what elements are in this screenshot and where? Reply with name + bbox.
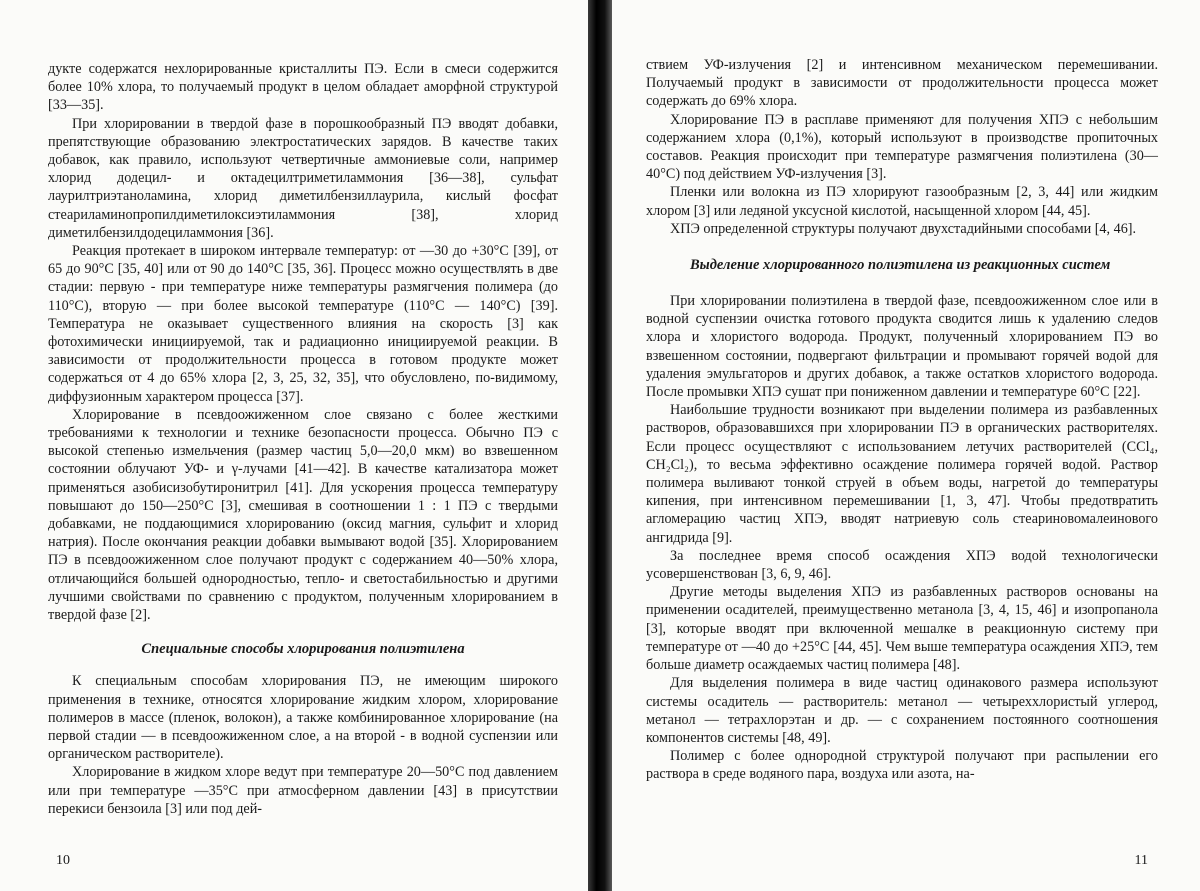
right-body-top — [646, 56, 1158, 238]
right-body-bottom — [646, 292, 1158, 783]
right-page — [612, 0, 1200, 891]
right-paragraph-3: Пленки или волокна из ПЭ хлорируют газообразным [2, 3, 44] или жидким хлором [3] или ледяной уксусной кислотой, насыщенной хлором [44, 45]. — [646, 184, 1158, 219]
left-paragraph-5: К специальным способам хлорирования ПЭ, не имеющим широкого применения в технике, относятся хлорирование жидким хлором, хлорирование полимеров в массе (пленок, волокон), а также комбинированное хлорирование (на первой стадии — в псевдоожиженном слое, а на второй - в водной суспензии или органическом растворителе). — [48, 673, 558, 763]
right-paragraph-7: За последнее время способ осаждения ХПЭ водой технологически усовершенствован [3, 6, 9, 46]. — [646, 547, 1158, 583]
book-gutter — [588, 0, 612, 891]
right-section-title: Выделение хлорированного полиэтилена из реакционных систем — [690, 257, 1111, 274]
right-paragraph-9: Для выделения полимера в виде частиц одинакового размера используют системы осадитель — растворитель: метанол — четыреххлористый углерод, метанол — тетрахлорэтан и др. — с сохранением постоянного соотношения компонентов системы [48, 49]. — [646, 675, 1158, 746]
left-page — [0, 0, 588, 891]
left-body-bottom — [48, 672, 558, 818]
right-paragraph-5: При хлорировании полиэтилена в твердой фазе, псевдоожиженном слое или в водной суспензии очистка готового продукта сводится лишь к удалению следов хлора и хлористого водорода. Продукт, полученный хлорированием ПЭ во взвешенном состоянии, подвергают фильтрации и промывают горячей водой для удаления эмульгаторов и других добавок, а также остатков хлористого водорода. После промывки ХПЭ сушат при пониженном давлении и температуре 60°С [22]. — [646, 293, 1158, 401]
left-page-number: 10 — [56, 853, 70, 868]
left-body-top — [48, 60, 558, 624]
right-paragraph-6: Наибольшие трудности возникают при выделении полимера из разбавленных растворов, образовавшихся при хлорировании ПЭ в органических растворителях. Если процесс осуществляют с использованием летучих растворителей (CCl₄, CH₂Cl₂), то весьма эффективно осаждение полимера горячей водой. Раствор полимера выливают тонкой струей в объем воды, нагретой до температуры кипения, при интенсивном перемешивании [1, 3, 47]. Чтобы предотвратить агломерацию частиц ХПЭ, вводят натриевую соль стеариновомалеинового ангидрида [9]. — [646, 402, 1158, 546]
left-paragraph-4: Хлорирование в псевдоожиженном слое связано с более жесткими требованиями к технологии и технике безопасности процесса. Обычно ПЭ с высокой степенью измельчения (размер частиц 5,0—20,0 мкм) во взвешенном состоянии облучают УФ- и γ-лучами [41—42]. В качестве катализатора может применяться азобисизобутиронитрил [41]. Для ускорения процесса температуру повышают до 150—250°С [3], смешивая в соотношении 1 : 1 ПЭ с твердыми добавками, не поддающимися хлорированию (оксид магния, сульфит и хлорид натрия). После окончания реакции добавки вымывают водой [35]. Хлорированием ПЭ в псевдоожиженном слое получают продукт с содержанием 40—50% хлора, отличающийся большей однородностью, тепло- и светостабильностью и другими лучшими свойствами по сравнению с продуктом, полученным хлорированием в твердой фазе [2]. — [48, 406, 558, 624]
left-paragraph-6: Хлорирование в жидком хлоре ведут при температуре 20—50°С под давлением или при температуре —35°С при атмосферном давлении [43] в присутствии перекиси бензоила [3] или под дей- — [48, 764, 558, 817]
right-paragraph-8: Другие методы выделения ХПЭ из разбавленных растворов основаны на применении осадителей, преимущественно метанола [3, 4, 15, 46] и изопропанола [3], которые вводят при включенной мешалке в реакционную систему при температуре от —40 до +25°С [44, 45]. Чем выше температура осаждения ХПЭ, тем больше диаметр осаждаемых частиц полимера [48]. — [646, 584, 1158, 674]
right-paragraph-4: ХПЭ определенной структуры получают двухстадийными способами [4, 46]. — [670, 220, 1137, 237]
right-page-number: 11 — [1134, 853, 1148, 868]
left-paragraph-2: При хлорировании в твердой фазе в порошкообразный ПЭ вводят добавки, препятствующие образованию электростатических зарядов. В качестве таких добавок, как правило, используют четвертичные аммониевые соли, например хлорид додецил- и октадецилтриметиламмония [36—38], сульфат лаурилтриэтаноламина, хлорид диметилбензиллаурила, кислый фосфат стеариламинопропилдиметилоксиэтиламмония [38], хлорид диметилбензилдодециламмония [36]. — [48, 115, 558, 241]
left-paragraph-1: дукте содержатся нехлорированные кристаллиты ПЭ. Если в смеси содержится более 10% хлора, то получаемый продукт в целом обладает аморфной структурой [33—35]. — [48, 61, 558, 114]
right-paragraph-2: Хлорирование ПЭ в расплаве применяют для получения ХПЭ с небольшим содержанием хлора (0,1%), который используют в производстве пропиточных составов. Реакция происходит при температуре размягчения полиэтилена (30—40°С) под действием УФ-излучения [3]. — [646, 111, 1158, 183]
right-paragraph-1: ствием УФ-излучения [2] и интенсивном механическом перемешивании. Получаемый продукт в зависимости от продолжительности процесса может содержать до 69% хлора. — [646, 57, 1158, 110]
right-paragraph-10: Полимер с более однородной структурой получают при распылении его раствора в среде водяного пара, воздуха или азота, на- — [646, 748, 1158, 783]
left-section-title: Специальные способы хлорирования полиэтилена — [141, 641, 465, 658]
left-paragraph-3: Реакция протекает в широком интервале температур: от —30 до +30°С [39], от 65 до 90°С [35, 40] или от 90 до 140°С [35, 36]. Процесс можно осуществлять в две стадии: первую - при температуре ниже температуры размягчения полимера (до 110°С), вторую — при более высокой температуре (110°С — 140°С) [39]. Температура не оказывает существенного влияния на скорость [3] как фотохимически инициируемой, так и радиационно инициируемой реакции. В зависимости от продолжительности процесса в готовом продукте может содержаться от 4 до 65% хлора [2, 3, 25, 32, 35], что обусловлено, по-видимому, диффузионным характером процесса [37]. — [48, 243, 558, 405]
